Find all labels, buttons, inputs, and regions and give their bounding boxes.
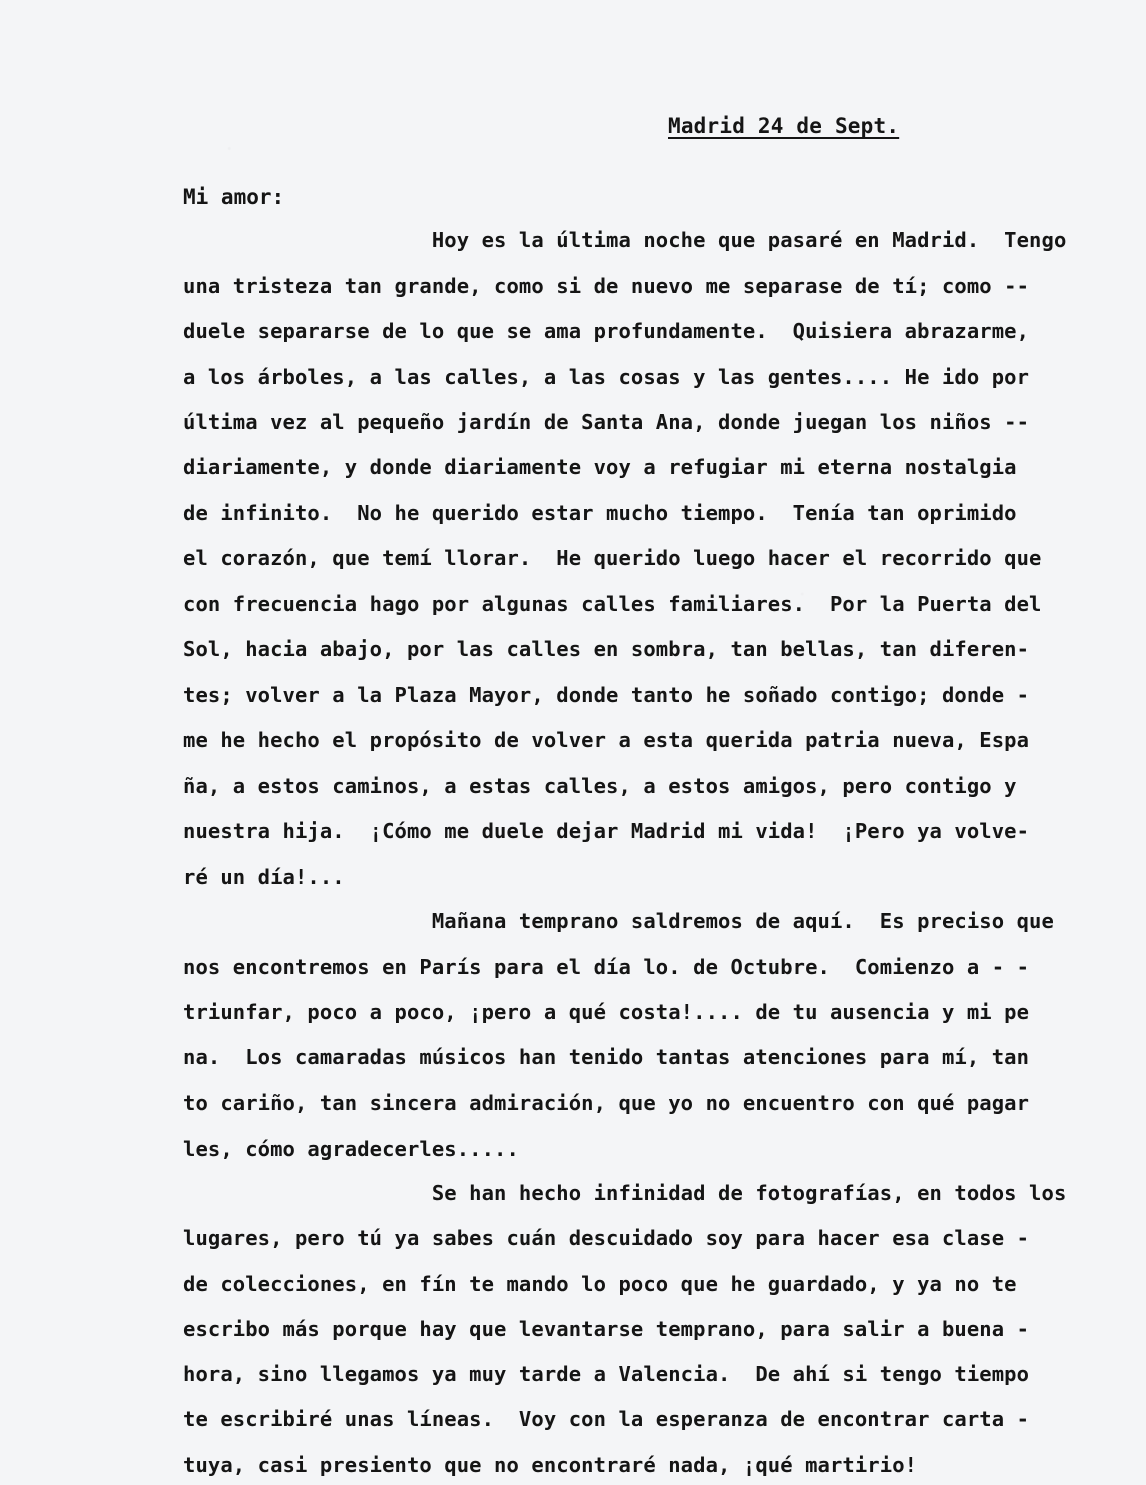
body-line: duele separarse de lo que se ama profundamente. Quisiera abrazarme,	[183, 319, 1030, 343]
body-line: nos encontremos en París para el día lo. de Octubre. Comienzo a - -	[183, 955, 1030, 979]
body-line: Mañana temprano saldremos de aquí. Es preciso que	[183, 909, 1054, 933]
body-line: nuestra hija. ¡Cómo me duele dejar Madrid mi vida! ¡Pero ya volve-	[183, 819, 1030, 843]
body-line: to cariño, tan sincera admiración, que yo no encuentro con qué pagar	[183, 1091, 1030, 1115]
body-line: triunfar, poco a poco, ¡pero a qué costa!.... de tu ausencia y mi pe	[183, 1000, 1030, 1024]
body-line: diariamente, y donde diariamente voy a refugiar mi eterna nostalgia	[183, 455, 1017, 479]
body-line: te escribiré unas líneas. Voy con la esperanza de encontrar carta -	[183, 1407, 1030, 1431]
body-line: Sol, hacia abajo, por las calles en sombra, tan bellas, tan diferen-	[183, 637, 1030, 661]
body-line: ña, a estos caminos, a estas calles, a estos amigos, pero contigo y	[183, 774, 1017, 798]
body-line: tuya, casi presiento que no encontraré nada, ¡qué martirio!	[183, 1453, 918, 1477]
salutation: Mi amor:	[183, 185, 285, 209]
body-line: con frecuencia hago por algunas calles familiares. Por la Puerta del	[183, 592, 1042, 616]
body-line: una tristeza tan grande, como si de nuevo me separase de tí; como --	[183, 274, 1030, 298]
body-line: de colecciones, en fín te mando lo poco que he guardado, y ya no te	[183, 1272, 1017, 1296]
body-line: Hoy es la última noche que pasaré en Madrid. Tengo	[183, 228, 1067, 252]
body-line: de infinito. No he querido estar mucho tiempo. Tenía tan oprimido	[183, 501, 1017, 525]
body-line: lugares, pero tú ya sabes cuán descuidado soy para hacer esa clase -	[183, 1226, 1030, 1250]
body-line: última vez al pequeño jardín de Santa Ana, donde juegan los niños --	[183, 410, 1030, 434]
body-line: escribo más porque hay que levantarse temprano, para salir a buena -	[183, 1317, 1030, 1341]
body-line: les, cómo agradecerles.....	[183, 1137, 519, 1161]
body-line: me he hecho el propósito de volver a esta querida patria nueva, Espa	[183, 728, 1030, 752]
body-line: hora, sino llegamos ya muy tarde a Valencia. De ahí si tengo tiempo	[183, 1362, 1030, 1386]
body-line: a los árboles, a las calles, a las cosas y las gentes.... He ido por	[183, 365, 1030, 389]
body-line: ré un día!...	[183, 865, 345, 889]
body-line: Se han hecho infinidad de fotografías, en todos los	[183, 1181, 1067, 1205]
body-line: tes; volver a la Plaza Mayor, donde tanto he soñado contigo; donde -	[183, 683, 1030, 707]
date-line: Madrid 24 de Sept.	[668, 114, 900, 138]
body-line: na. Los camaradas músicos han tenido tantas atenciones para mí, tan	[183, 1045, 1030, 1069]
body-line: el corazón, que temí llorar. He querido luego hacer el recorrido que	[183, 546, 1042, 570]
